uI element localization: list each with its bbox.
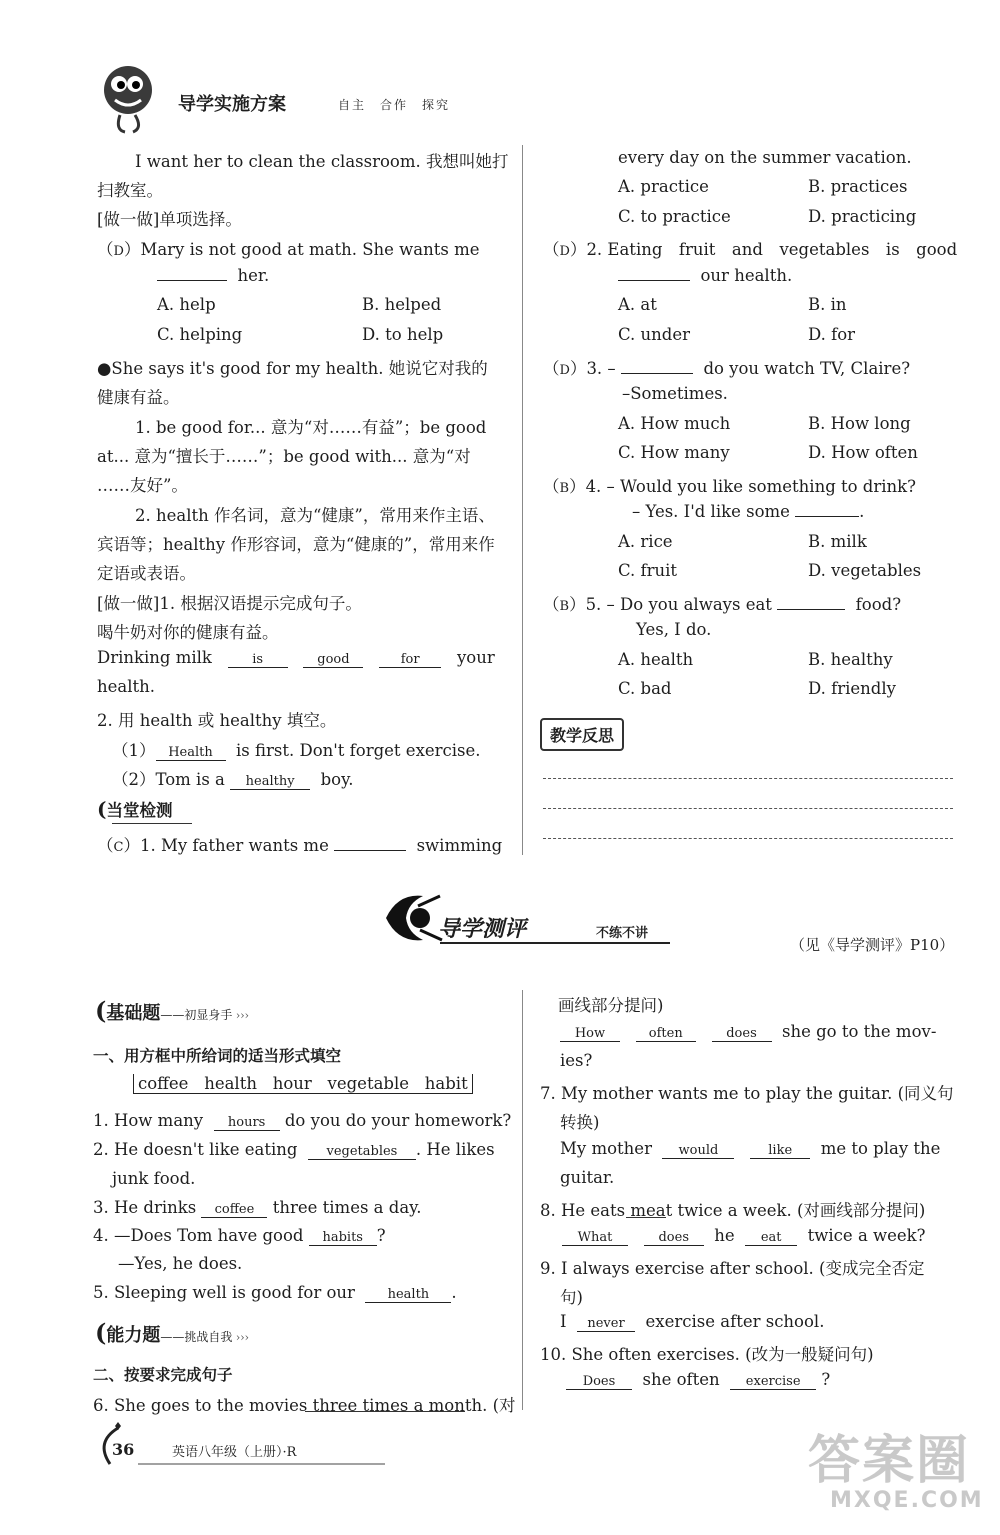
word-box-item: health bbox=[204, 1074, 257, 1093]
q5-option-d: D. friendly bbox=[808, 679, 896, 698]
note-point-1-end: ……友好”。 bbox=[97, 476, 188, 495]
q1-continuation: every day on the summer vacation. bbox=[618, 148, 912, 167]
exercise-5: 5. Sleeping well is good for our health . bbox=[93, 1283, 457, 1302]
blank-answer: eat bbox=[745, 1231, 797, 1246]
word-box-item: vegetable bbox=[327, 1074, 410, 1093]
exercise-7: 7. My mother wants me to play the guitar. (同义句 bbox=[540, 1084, 954, 1103]
q4-option-c: C. fruit bbox=[618, 561, 678, 580]
q1-option-c: C. to practice bbox=[618, 207, 731, 226]
blank-answer: good bbox=[303, 653, 363, 668]
note-sentence-cont: 健康有益。 bbox=[97, 388, 180, 407]
word-box-item: habit bbox=[424, 1074, 468, 1093]
question-3-reply: –Sometimes. bbox=[622, 384, 728, 403]
q2-option-d: D. for bbox=[808, 325, 856, 344]
question-2b: （2）Tom is a healthy boy. bbox=[112, 770, 354, 789]
blank-answer: hours bbox=[214, 1116, 280, 1131]
check-question-1: （C）1. My father wants me swimming bbox=[97, 836, 503, 855]
header-subtitle: 自主 合作 探究 bbox=[338, 98, 451, 112]
blank-answer: healthy bbox=[230, 775, 310, 790]
blank-answer: What bbox=[562, 1231, 628, 1246]
answer: B bbox=[559, 481, 570, 496]
watermark-logo: 答案圈 bbox=[808, 1431, 971, 1491]
exercise-6-answer-cont: ies? bbox=[560, 1051, 593, 1070]
bracket-icon: ( bbox=[95, 996, 107, 1025]
blank-answer: never bbox=[577, 1317, 635, 1332]
ability-section-title: (能力题——挑战自我 ››› bbox=[95, 1318, 250, 1347]
exercise-6: 6. She goes to the movies three times a month. (对 bbox=[93, 1396, 516, 1415]
note-point-2-cont: 宾语等；healthy 作形容词，意为“健康的”，常用来作 bbox=[97, 535, 495, 554]
practice-heading-2: [做一做]1. 根据汉语提示完成句子。 bbox=[97, 594, 362, 613]
question-2-mc: （D）2. Eating fruit and vegetables is good bbox=[543, 240, 958, 259]
q4-option-b: B. milk bbox=[808, 532, 867, 551]
blank-answer: exercise bbox=[730, 1375, 816, 1390]
section-1-heading: 一、用方框中所给词的适当形式填空 bbox=[93, 1047, 342, 1065]
column-divider-top bbox=[522, 145, 523, 855]
fill-sentence: Drinking milk is good for your bbox=[97, 648, 495, 667]
q3-option-b: B. How long bbox=[808, 414, 911, 433]
option-a: A. help bbox=[157, 295, 216, 314]
option-c: C. helping bbox=[157, 325, 243, 344]
q5-option-b: B. healthy bbox=[808, 650, 893, 669]
exercise-10: 10. She often exercises. (改为一般疑问句) bbox=[540, 1345, 874, 1364]
exercise-4-reply: —Yes, he does. bbox=[118, 1254, 243, 1273]
section-check-title: (当堂检测 bbox=[97, 797, 173, 821]
book-label: 英语八年级（上册）·R bbox=[172, 1445, 297, 1460]
word-box bbox=[133, 1074, 473, 1094]
reflection-line bbox=[543, 838, 953, 839]
q3-option-d: D. How often bbox=[808, 443, 918, 462]
bracket-icon: ( bbox=[97, 797, 107, 821]
exercise-3: 3. He drinks coffee three times a day. bbox=[93, 1198, 422, 1217]
underline-mark bbox=[626, 1217, 666, 1218]
banner-subtitle: 不练不讲 bbox=[596, 926, 649, 941]
page-number: 36 bbox=[112, 1440, 135, 1459]
option-b: B. helped bbox=[362, 295, 442, 314]
question-5-reply: Yes, I do. bbox=[636, 620, 712, 639]
blank-answer: does bbox=[712, 1027, 772, 1042]
exercise-1: 1. How many hours do you do your homework? bbox=[93, 1111, 512, 1130]
practice-heading-1: [做一做]单项选择。 bbox=[97, 210, 242, 229]
blank-answer: like bbox=[750, 1144, 810, 1159]
exercise-6-cont: 画线部分提问) bbox=[558, 996, 664, 1015]
blank-answer: for bbox=[379, 653, 441, 668]
q5-option-a: A. health bbox=[618, 650, 694, 669]
example-sentence: I want her to clean the classroom. 我想叫她打 bbox=[135, 152, 509, 171]
bracket-icon: ( bbox=[95, 1318, 107, 1347]
word-box-item: hour bbox=[272, 1074, 312, 1093]
watermark-url: MXQE.COM bbox=[830, 1488, 984, 1513]
answer: B bbox=[559, 599, 570, 614]
fill-sentence-cont: health. bbox=[97, 677, 156, 696]
basic-section-title: (基础题——初显身手 ››› bbox=[95, 996, 250, 1025]
q2-option-a: A. at bbox=[618, 295, 657, 314]
blank-answer: often bbox=[636, 1027, 696, 1042]
column-divider-bottom bbox=[522, 990, 523, 1410]
blank-answer: health bbox=[365, 1288, 451, 1303]
blank-answer: is bbox=[228, 653, 288, 668]
exercise-7-cont: 转换) bbox=[560, 1113, 600, 1132]
blank-answer: Health bbox=[156, 746, 226, 761]
exercise-7-answer-cont: guitar. bbox=[560, 1168, 615, 1187]
q3-option-a: A. How much bbox=[618, 414, 731, 433]
blank-answer: vegetables bbox=[308, 1145, 416, 1160]
reflection-line bbox=[543, 808, 953, 809]
answer: D bbox=[113, 244, 124, 259]
q4-option-d: D. vegetables bbox=[808, 561, 922, 580]
exercise-9-answer: I never exercise after school. bbox=[560, 1312, 825, 1331]
exercise-8: 8. He eats meat twice a week. (对画线部分提问) bbox=[540, 1201, 926, 1220]
word-box-item: coffee bbox=[138, 1074, 189, 1093]
question-2a: （1） Health is first. Don't forget exercise. bbox=[112, 741, 481, 760]
blank-answer: How bbox=[560, 1027, 620, 1042]
blank-answer: habits bbox=[309, 1231, 377, 1246]
answer: D bbox=[559, 244, 570, 259]
reflection-title: 教学反思 bbox=[540, 718, 624, 751]
question-4-mc: （B）4. – Would you like something to drink? bbox=[543, 477, 917, 496]
chinese-prompt: 喝牛奶对你的健康有益。 bbox=[97, 623, 279, 642]
note-point-2: 2. health 作名词，意为“健康”，常用来作主语、 bbox=[135, 506, 495, 525]
example-sentence-cont: 扫教室。 bbox=[97, 181, 163, 200]
title-underline bbox=[112, 823, 192, 824]
note-point-1: 1. be good for... 意为“对……有益”；be good bbox=[135, 418, 487, 437]
q5-option-c: C. bad bbox=[618, 679, 672, 698]
mc-question-intro-cont: her. bbox=[157, 266, 269, 285]
blank-answer: does bbox=[644, 1231, 704, 1246]
question-2: 2. 用 health 或 healthy 填空。 bbox=[97, 711, 337, 730]
reflection-line bbox=[543, 778, 953, 779]
q2-option-b: B. in bbox=[808, 295, 847, 314]
blank-answer: coffee bbox=[201, 1203, 267, 1218]
answer: D bbox=[559, 363, 570, 378]
exercise-4: 4. —Does Tom have good habits ? bbox=[93, 1226, 386, 1245]
q1-option-a: A. practice bbox=[618, 177, 709, 196]
q4-option-a: A. rice bbox=[618, 532, 673, 551]
banner-underline bbox=[440, 942, 670, 944]
mc-question-intro: （D）Mary is not good at math. She wants me bbox=[97, 240, 480, 259]
underline-mark bbox=[305, 1411, 465, 1412]
exercise-2: 2. He doesn't like eating vegetables . He likes bbox=[93, 1140, 495, 1159]
section-2-heading: 二、按要求完成句子 bbox=[93, 1366, 233, 1384]
q1-option-d: D. practicing bbox=[808, 207, 917, 226]
answer: C bbox=[113, 840, 124, 855]
q3-option-c: C. How many bbox=[618, 443, 730, 462]
question-3-mc: （D）3. – do you watch TV, Claire? bbox=[543, 359, 911, 378]
exercise-10-answer: Does she often exercise ? bbox=[566, 1370, 830, 1390]
question-5-mc: （B）5. – Do you always eat food? bbox=[543, 595, 902, 614]
exercise-2-cont: junk food. bbox=[112, 1169, 196, 1188]
q2-option-c: C. under bbox=[618, 325, 690, 344]
q1-option-b: B. practices bbox=[808, 177, 908, 196]
exercise-7-answer: My mother would like me to play the bbox=[560, 1139, 941, 1158]
header-title: 导学实施方案 bbox=[178, 94, 286, 115]
banner-reference: （见《导学测评》P10） bbox=[790, 936, 955, 954]
exercise-6-answer: How often does she go to the mov- bbox=[560, 1022, 936, 1042]
exercise-8-answer: What does he eat twice a week? bbox=[562, 1226, 926, 1246]
mascot-logo bbox=[95, 60, 165, 135]
note-sentence: ●She says it's good for my health. 她说它对我的 bbox=[97, 359, 488, 378]
question-2-mc-cont: our health. bbox=[618, 266, 792, 285]
note-point-1-cont: at... 意为“擅长于……”；be good with... 意为“对 bbox=[97, 447, 471, 466]
bullet-icon: ● bbox=[97, 359, 112, 378]
note-point-2-end: 定语或表语。 bbox=[97, 564, 196, 583]
exercise-9: 9. I always exercise after school. (变成完全否定 bbox=[540, 1259, 925, 1278]
banner-title: 导学测评 bbox=[438, 917, 527, 942]
blank-answer: would bbox=[662, 1144, 734, 1159]
question-4-reply: – Yes. I'd like some . bbox=[632, 502, 865, 521]
blank-answer: Does bbox=[566, 1375, 632, 1390]
exercise-9-cont: 句) bbox=[560, 1288, 583, 1307]
option-d: D. to help bbox=[362, 325, 444, 344]
